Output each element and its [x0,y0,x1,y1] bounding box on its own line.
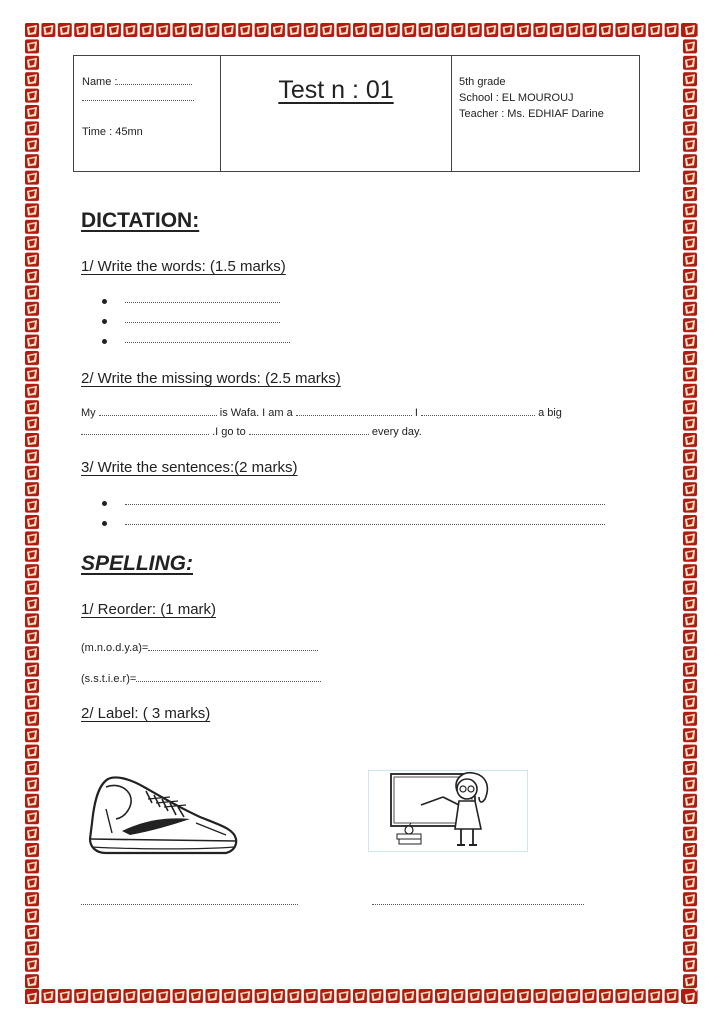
header-table [73,55,640,172]
school-info-cell [452,56,639,171]
text-a-big: a big [538,407,562,419]
reorder-answer-1[interactable] [148,649,318,651]
sentence-answer-1[interactable] [125,503,605,505]
reorder-word-2: (s.s.t.i.e.r)= [81,673,137,685]
text-is-wafa: is Wafa. I am a [219,407,293,419]
word-answer-1[interactable] [125,301,280,303]
dictation-heading: DICTATION: [81,209,200,232]
dictation-q3-title: 3/ Write the sentences:(2 marks) [81,459,298,476]
word-answer-2[interactable] [125,321,280,323]
blank-5[interactable] [249,433,369,435]
word-line-3 [102,339,290,344]
reorder-word-1: (m.n.o.d.y.a)= [81,642,149,654]
bullet-icon [102,501,107,506]
text-i-go-to: .I go to [212,426,246,438]
blank-3[interactable] [421,414,535,416]
name-field[interactable] [117,83,192,85]
sneaker-picture [86,773,241,863]
text-every-day: every day. [371,426,422,438]
blank-1[interactable] [99,414,217,416]
reorder-line-2 [81,673,321,685]
bullet-icon [102,521,107,526]
missing-words-line-1 [81,407,562,419]
decorative-border-right [682,22,698,1004]
decorative-border-bottom [24,988,698,1004]
student-info-cell [74,56,221,171]
sentence-line-1 [102,501,605,506]
bullet-icon [102,299,107,304]
dictation-q2-title: 2/ Write the missing words: (2.5 marks) [81,370,341,387]
sentence-line-2 [102,521,605,526]
spelling-q2-title: 2/ Label: ( 3 marks) [81,705,211,722]
blank-2[interactable] [296,414,412,416]
bullet-icon [102,339,107,344]
reorder-answer-2[interactable] [136,680,321,682]
name-label: Name : [82,76,118,88]
school-label: School : EL MOUROUJ [459,92,574,104]
grade-label: 5th grade [459,76,506,88]
time-label: Time : 45mn [82,126,143,138]
test-title: Test n : 01 [278,76,394,104]
missing-words-line-2 [81,426,422,438]
blank-4[interactable] [81,433,209,435]
text-i: I [414,407,418,419]
label-answer-teacher[interactable] [372,903,584,905]
decorative-border-left [24,22,40,1004]
spelling-q1-title: 1/ Reorder: (1 mark) [81,601,217,618]
sentence-answer-2[interactable] [125,523,605,525]
reorder-line-1 [81,642,318,654]
name-field-continued[interactable] [82,99,194,101]
bullet-icon [102,319,107,324]
decorative-border-top [24,22,698,38]
title-cell [221,56,452,171]
word-answer-3[interactable] [125,341,290,343]
dictation-q1-title: 1/ Write the words: (1.5 marks) [81,258,286,275]
teacher-label: Teacher : Ms. EDHIAF Darine [459,108,604,120]
word-line-2 [102,319,280,324]
word-line-1 [102,299,280,304]
teacher-picture [368,770,528,852]
spelling-heading: SPELLING: [81,552,194,575]
label-answer-shoe[interactable] [81,903,298,905]
text-my: My [81,407,96,419]
